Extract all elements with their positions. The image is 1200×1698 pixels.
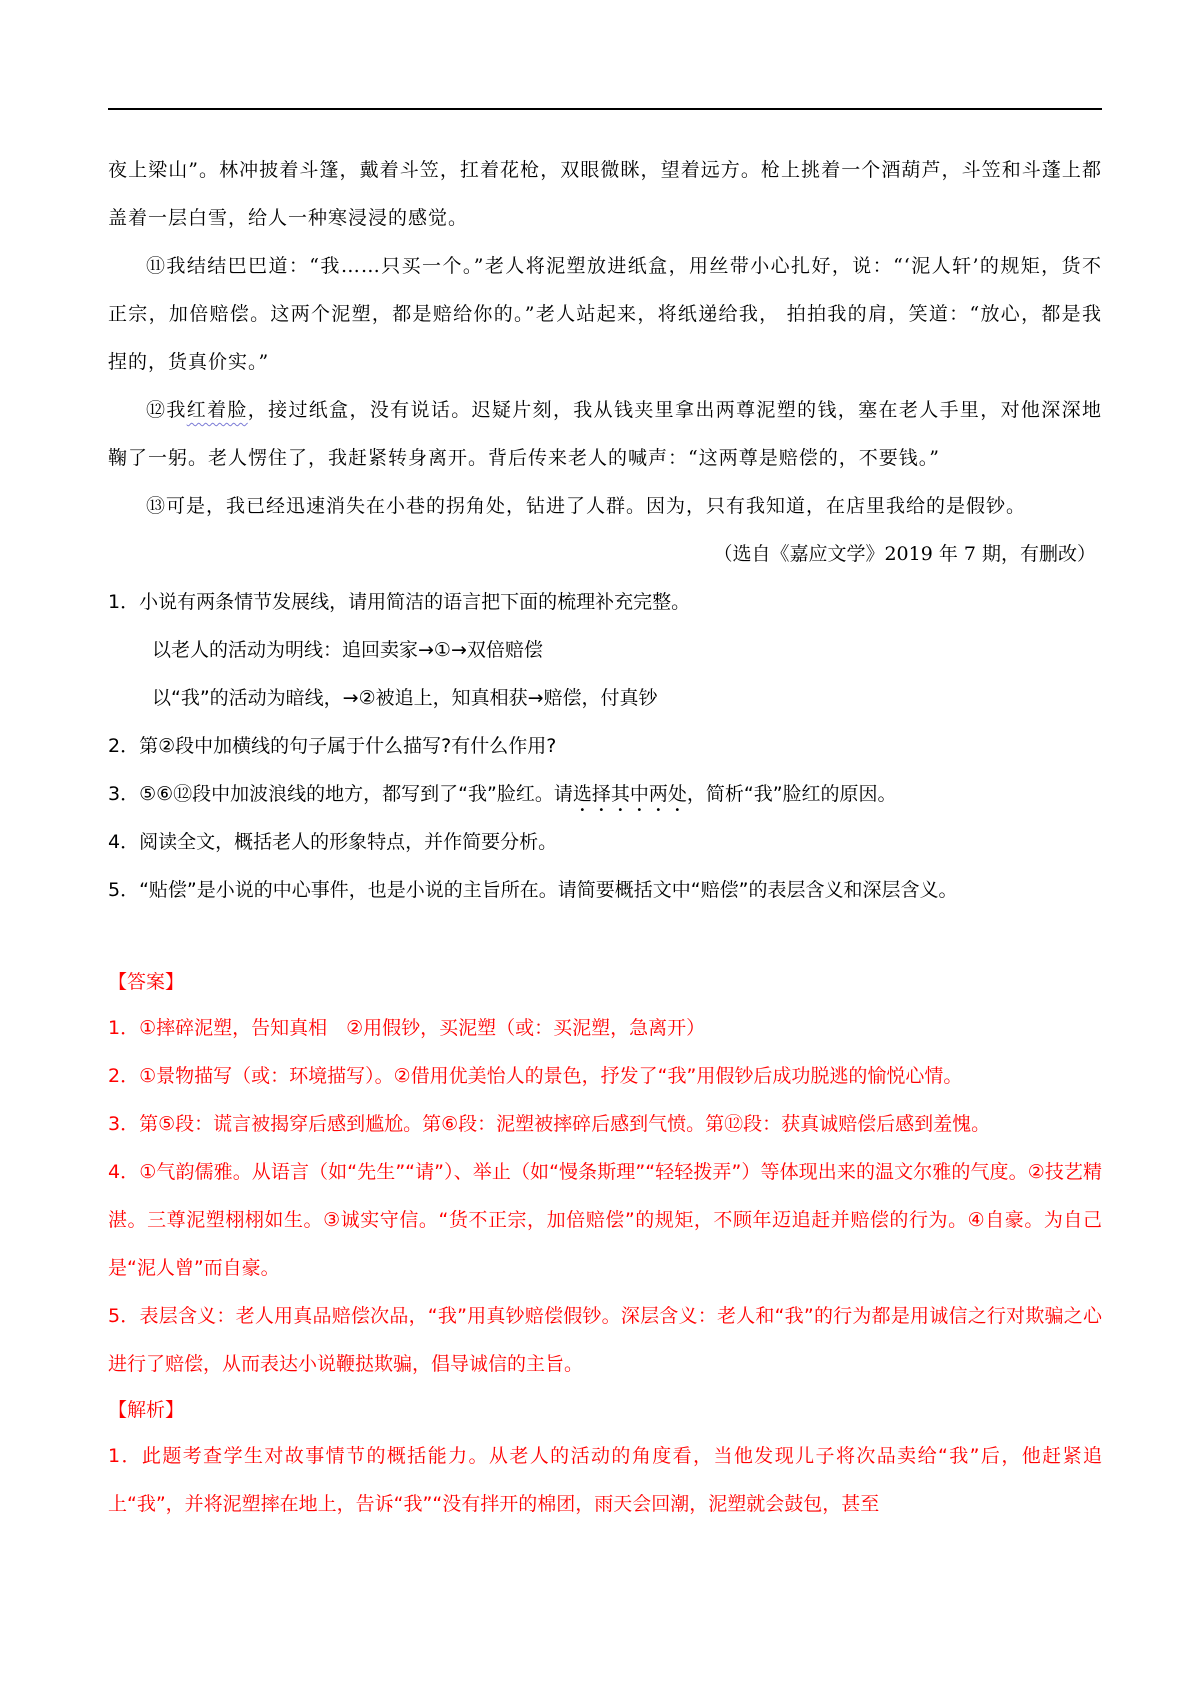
passage-paragraph-12: [108, 386, 1102, 482]
p12-prefix: ⑫我: [146, 399, 187, 421]
passage-source: （选自《嘉应文学》2019 年 7 期，有删改）: [713, 543, 1096, 565]
question-1-line-2: 以“我”的活动为暗线，→②被追上，知真相获→赔偿，付真钞: [152, 687, 658, 709]
answer-1: 1．①摔碎泥塑，告知真相 ②用假钞，买泥塑（或：买泥塑，急离开）: [108, 1017, 706, 1039]
passage-paragraph-13: ⑬可是，我已经迅速消失在小巷的拐角处，钻进了人群。因为，只有我知道，在店里我给的是假钞。: [146, 495, 1027, 517]
answer-label: 【答案】: [108, 971, 185, 993]
question-1-line-1: 以老人的活动为明线：追回卖家→①→双倍赔偿: [152, 639, 543, 661]
q3-dotted-text: 选择其中两处: [572, 783, 687, 805]
question-2: 2．第②段中加横线的句子属于什么描写?有什么作用?: [108, 735, 557, 757]
analysis-1: 1．此题考查学生对故事情节的概括能力。从老人的活动的角度看，当他发现儿子将次品卖给“我”后，他赶紧追上“我”，并将泥塑摔在地上，告诉“我”“没有拌开的棉团，雨天会回潮，泥塑就会鼓包，甚至: [108, 1445, 1102, 1515]
spacer: [108, 914, 1102, 960]
question-3: [108, 770, 1102, 818]
content: [108, 146, 1102, 1528]
q3-rest: ，简析“我”脸红的原因。: [686, 783, 897, 805]
p12-rest: ，接过纸盒，没有说话。迟疑片刻，我从钱夹里拿出两尊泥塑的钱，塞在老人手里，对他深深地鞠了一躬。老人愣住了，我赶紧转身离开。背后传来老人的喊声：“这两尊是赔偿的，不要钱。”: [108, 399, 1102, 469]
answer-2: 2．①景物描写（或：环境描写）。②借用优美怡人的景色，抒发了“我”用假钞后成功脱逃的愉悦心情。: [108, 1065, 963, 1087]
answer-5: 5．表层含义：老人用真品赔偿次品，“我”用真钞赔偿假钞。深层含义：老人和“我”的行为都是用诚信之行对欺骗之心进行了赔偿，从而表达小说鞭挞欺骗，倡导诚信的主旨。: [108, 1305, 1102, 1375]
answer-4: 4．①气韵儒雅。从语言（如“先生”“请”）、举止（如“慢条斯理”“轻轻拨弄”）等体现出来的温文尔雅的气度。②技艺精湛。三尊泥塑栩栩如生。③诚实守信。“货不正宗，加倍赔偿”的规矩，不顾年迈追赶并赔偿的行为。④自豪。为自己是“泥人曾”而自豪。: [108, 1161, 1102, 1279]
p12-wavy-text: 红着脸: [186, 399, 248, 421]
document-page: [108, 0, 1102, 1698]
header-rule: [108, 108, 1102, 110]
question-5: 5．“贴偿”是小说的中心事件，也是小说的主旨所在。请简要概括文中“赔偿”的表层含义和深层含义。: [108, 879, 958, 901]
passage-paragraph-11: ⑪我结结巴巴道：“我……只买一个。”老人将泥塑放进纸盒，用丝带小心扎好，说：“‘泥人轩’的规矩，货不正宗，加倍赔偿。这两个泥塑，都是赔给你的。”老人站起来，将纸递给我， 拍拍我的肩，笑道：“放心，都是我捏的，货真价实。”: [108, 255, 1102, 373]
analysis-label: 【解析】: [108, 1399, 185, 1421]
question-4: 4．阅读全文，概括老人的形象特点，并作简要分析。: [108, 831, 558, 853]
q3-prefix: 3．⑤⑥⑫段中加波浪线的地方，都写到了“我”脸红。请: [108, 783, 573, 805]
passage-paragraph-10: 夜上梁山”。林冲披着斗篷，戴着斗笠，扛着花枪，双眼微眯，望着远方。枪上挑着一个酒葫芦，斗笠和斗蓬上都盖着一层白雪，给人一种寒浸浸的感觉。: [108, 159, 1102, 229]
answer-3: 3．第⑤段：谎言被揭穿后感到尴尬。第⑥段：泥塑被摔碎后感到气愤。第⑫段：获真诚赔偿后感到羞愧。: [108, 1113, 991, 1135]
question-1: 1．小说有两条情节发展线，请用简洁的语言把下面的梳理补充完整。: [108, 591, 691, 613]
